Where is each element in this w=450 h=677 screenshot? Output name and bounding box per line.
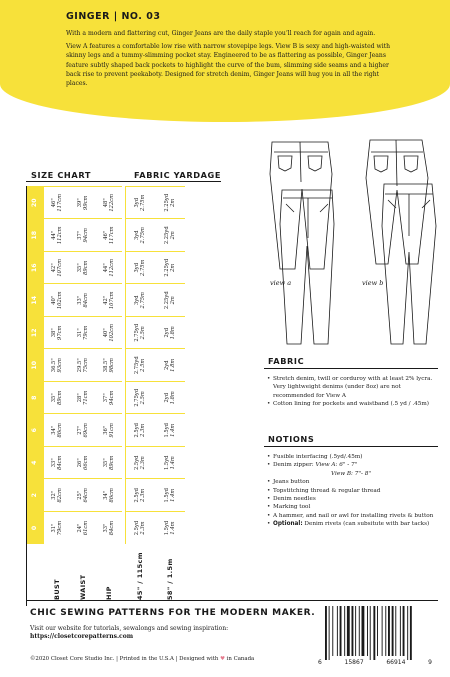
size-chart — [26, 186, 221, 606]
size-cell — [155, 414, 185, 447]
size-header-corner — [26, 544, 44, 606]
cell-imperial: 2.5yd — [134, 455, 141, 471]
size-cell — [44, 219, 70, 252]
barcode-bar — [373, 606, 375, 660]
cell-imperial: 44" — [103, 263, 109, 273]
cell-metric: 2.75m — [140, 194, 147, 211]
cell-imperial: 2.5yd — [134, 488, 141, 503]
size-cell — [125, 447, 155, 480]
fabric-list — [267, 375, 437, 409]
size-cell — [155, 512, 185, 545]
notions-rule — [264, 446, 438, 447]
barcode-number — [318, 659, 432, 666]
cell-imperial: 2yd — [164, 360, 170, 371]
barcode-bar — [410, 606, 412, 660]
footer-visit — [30, 625, 228, 641]
size-header: 12 — [26, 317, 44, 350]
cell-imperial: 40" — [103, 328, 109, 338]
barcode-bar — [400, 606, 401, 656]
size-cell — [155, 349, 185, 382]
cell-imperial: 1.5yd — [164, 423, 170, 438]
cell-imperial: 42" — [103, 295, 109, 305]
barcode-digit-group: 6 — [318, 659, 322, 666]
size-cell — [155, 187, 185, 220]
size-cell — [96, 414, 122, 447]
size-header: 18 — [26, 219, 44, 252]
cell-imperial: 33" — [77, 295, 83, 305]
cell-metric: 2m — [170, 296, 176, 305]
cell-metric: 102cm — [57, 291, 63, 310]
cell-imperial: 35" — [51, 393, 57, 403]
cell-imperial: 2.25yd — [164, 193, 170, 212]
barcode-bar — [325, 606, 327, 660]
cell-imperial: 31" — [51, 523, 57, 533]
cell-imperial: 35" — [77, 263, 83, 273]
size-cell — [44, 512, 70, 545]
size-cell — [44, 317, 70, 350]
cell-metric: 2.5m — [140, 326, 147, 340]
cell-metric: 2.75m — [140, 259, 147, 276]
cell-imperial: 25" — [77, 490, 83, 500]
size-cell — [44, 414, 70, 447]
size-cell — [125, 512, 155, 545]
cell-metric: 1.8m — [170, 358, 176, 372]
size-cell — [70, 187, 96, 220]
fabric-item: • Cotton lining for pockets and waistband (.5 yd / .45m) — [267, 400, 437, 408]
cell-metric: 117cm — [57, 193, 63, 212]
size-cell — [70, 219, 96, 252]
cell-imperial: 2.25yd — [164, 258, 170, 277]
barcode-bar — [382, 606, 383, 656]
barcode-bar — [367, 606, 368, 656]
barcode-bar — [377, 606, 378, 656]
footer-copyright-line — [30, 656, 254, 662]
view-b-label: view b — [362, 279, 384, 287]
barcode-digit-group: 66914 — [386, 659, 406, 666]
fabric-yardage-title: FABRIC YARDAGE — [134, 170, 222, 180]
cell-imperial: 2.75yd — [134, 388, 141, 407]
cell-imperial: 36" — [103, 425, 109, 435]
barcode-bar — [407, 606, 408, 660]
barcode-bar — [347, 606, 350, 656]
cell-imperial: 26" — [77, 458, 83, 468]
size-cell — [96, 252, 122, 285]
cell-metric: 94cm — [109, 390, 115, 405]
cell-imperial: 2yd — [164, 392, 170, 403]
cell-metric: 66cm — [83, 455, 89, 470]
barcode-bar — [352, 606, 354, 656]
cell-imperial: 2.25yd — [164, 226, 170, 245]
copyright-text: ©2020 Closet Core Studio Inc. | Printed in the U.S.A | Designed with — [30, 656, 219, 662]
size-cell — [44, 284, 70, 317]
measurement-row — [96, 187, 122, 607]
size-cell — [125, 284, 155, 317]
canada-text: in Canada — [226, 656, 255, 662]
cell-metric: 91cm — [109, 423, 115, 438]
size-cell — [96, 447, 122, 480]
barcode-bar — [344, 606, 345, 656]
cell-metric: 64cm — [83, 488, 89, 503]
size-cell — [70, 447, 96, 480]
cell-imperial: 1.5yd — [164, 455, 170, 471]
cell-metric: 2m — [170, 198, 176, 207]
view-a-label: view a — [270, 279, 292, 287]
size-cell — [70, 382, 96, 415]
cell-imperial: 2.25yd — [164, 291, 170, 310]
cell-metric: 75cm — [83, 358, 89, 373]
cell-imperial: 36.5" — [51, 358, 57, 373]
barcode-bar — [392, 606, 394, 656]
cell-metric: 84cm — [57, 455, 63, 470]
fabric-item: • Stretch denim, twill or corduroy with at least 2% lycra. Very lightweight denims (under 8oz) are not recommended for View A — [267, 375, 437, 400]
cell-imperial: 33" — [51, 458, 57, 468]
barcode-bar — [337, 606, 338, 656]
size-cell — [70, 349, 96, 382]
size-header: 0 — [26, 512, 44, 545]
size-cell — [125, 479, 155, 512]
fabric-title: FABRIC — [268, 356, 305, 366]
barcode-bar — [403, 606, 405, 656]
cell-metric: 89cm — [83, 260, 89, 275]
cell-imperial: 37" — [103, 393, 109, 403]
cell-imperial: 48" — [103, 198, 109, 208]
size-cell — [70, 284, 96, 317]
size-cell — [125, 382, 155, 415]
cell-metric: 107cm — [109, 291, 115, 310]
cell-metric: 97cm — [57, 325, 63, 340]
barcode — [323, 604, 425, 662]
size-cell — [96, 479, 122, 512]
cell-metric: 79cm — [57, 520, 63, 536]
size-cell — [70, 252, 96, 285]
cell-imperial: 39" — [77, 198, 83, 208]
cell-metric: 2.3m — [140, 423, 147, 437]
size-cell — [125, 414, 155, 447]
size-cell — [155, 447, 185, 480]
size-cell — [70, 479, 96, 512]
cell-imperial: 42" — [51, 263, 57, 273]
website-link[interactable]: https://closetcorepatterns.com — [30, 633, 134, 640]
size-cell — [125, 252, 155, 285]
size-chart-table — [26, 186, 221, 606]
footer-visit-text: Visit our website for tutorials, sewalongs and sewing inspiration: — [30, 625, 229, 632]
cell-metric: 122cm — [109, 193, 115, 212]
size-cell — [96, 187, 122, 220]
row-label: 58" / 1.5m — [166, 558, 174, 600]
view-a-back-outline — [270, 142, 332, 269]
barcode-bar — [395, 606, 396, 656]
barcode-bar — [332, 606, 333, 656]
size-cell — [70, 317, 96, 350]
cell-metric: 71cm — [83, 390, 89, 405]
cell-metric: 112cm — [57, 226, 63, 245]
cell-imperial: 38.5" — [103, 358, 109, 373]
size-header: 6 — [26, 414, 44, 447]
fabric-rule — [264, 368, 438, 369]
cell-imperial: 2yd — [164, 327, 170, 338]
optional-label: Optional: — [273, 521, 303, 528]
cell-imperial: 35" — [103, 458, 109, 468]
pattern-description — [66, 29, 396, 88]
size-cell — [44, 447, 70, 480]
cell-metric: 1.4m — [170, 488, 176, 502]
measurement-row — [70, 187, 96, 607]
cell-metric: 107cm — [57, 258, 63, 277]
size-cell — [70, 414, 96, 447]
cell-imperial: 2.75yd — [134, 356, 141, 375]
cell-imperial: 31" — [77, 328, 83, 338]
footer-tagline: CHIC SEWING PATTERNS FOR THE MODERN MAKER. — [30, 608, 316, 618]
cell-metric: 82cm — [57, 488, 63, 503]
cell-metric: 94cm — [83, 228, 89, 243]
size-cell — [96, 512, 122, 545]
size-header: 20 — [26, 187, 44, 220]
cell-imperial: 32" — [51, 490, 57, 500]
cell-imperial: 34" — [51, 425, 57, 435]
notions-list — [267, 453, 437, 529]
row-label: BUST — [53, 579, 61, 600]
cell-imperial: 40" — [51, 295, 57, 305]
view-b-back-outline — [366, 140, 428, 264]
yardage-row — [125, 187, 155, 607]
size-cell — [155, 479, 185, 512]
barcode-bar — [362, 606, 365, 656]
cell-metric: 84cm — [83, 293, 89, 308]
jeans-drawing-svg — [262, 134, 442, 356]
cell-imperial: 38" — [51, 328, 57, 338]
cell-imperial: 29.5" — [77, 358, 83, 373]
cell-metric: 1.4m — [170, 521, 176, 535]
notion-item: • Fusible interfacing (.5yd/.45m) — [267, 453, 437, 461]
cell-imperial: 37" — [77, 230, 83, 240]
cell-imperial: 1.5yd — [164, 488, 170, 503]
size-header: 8 — [26, 382, 44, 415]
cell-metric: 117cm — [109, 226, 115, 245]
size-cell — [44, 479, 70, 512]
zipper-view-b: View B: 7"- 8" — [331, 470, 371, 477]
size-cell — [155, 219, 185, 252]
cell-imperial: 33" — [103, 523, 109, 533]
size-header: 16 — [26, 252, 44, 285]
size-cell — [96, 349, 122, 382]
footer-rule — [26, 600, 438, 601]
size-cell — [96, 284, 122, 317]
size-cell — [96, 382, 122, 415]
description-paragraph: View A features a comfortable low rise with narrow stovepipe legs. View B is sexy and high-waisted with skinny legs and a tummy-slimming pocket stay. Engineered to be as flattering as possible, Ginger Jeans feature subtly shaped back pockets to highlight the curve of the bum, slimming side seams and a higher back rise to prevent peekaboty. Designed for stretch denim, Ginger Jeans will hug you in all the right places. — [66, 43, 391, 88]
notion-item: • Marking tool — [267, 503, 437, 511]
cell-imperial: 2.5yd — [134, 423, 141, 438]
size-chart-rule — [26, 181, 221, 182]
cell-metric: 79cm — [83, 325, 89, 340]
notion-item — [267, 461, 437, 478]
cell-imperial: 46" — [103, 230, 109, 240]
cell-imperial: 44" — [51, 230, 57, 240]
cell-metric: 1.4m — [170, 456, 176, 470]
heart-icon: ♥ — [220, 656, 225, 662]
cell-imperial: 3yd — [134, 197, 141, 208]
cell-imperial: 34" — [103, 490, 109, 500]
cell-imperial: 2.75yd — [134, 323, 141, 342]
barcode-bar — [388, 606, 390, 656]
cell-imperial: 1.5yd — [164, 520, 170, 536]
barcode-bar — [385, 606, 386, 656]
notion-item: • Denim needles — [267, 495, 437, 503]
notion-item: • A hammer, and nail or awl for installing rivets & button — [267, 512, 437, 520]
cell-metric: 99cm — [83, 195, 89, 210]
cell-imperial: 24" — [77, 523, 83, 533]
cell-imperial: 3yd — [134, 230, 141, 241]
header-banner — [0, 0, 450, 122]
size-cell — [96, 317, 122, 350]
barcode-digit-group: 9 — [428, 659, 432, 666]
cell-metric: 69cm — [83, 423, 89, 438]
size-cell — [96, 219, 122, 252]
cell-metric: 1.4m — [170, 423, 176, 437]
size-header: 4 — [26, 447, 44, 480]
cell-metric: 112cm — [109, 258, 115, 277]
cell-imperial: 2.5yd — [134, 520, 141, 536]
size-chart-title: SIZE CHART — [31, 170, 92, 180]
barcode-digit-group: 15867 — [344, 659, 364, 666]
cell-imperial: 46" — [51, 198, 57, 208]
cell-metric: 2.3m — [140, 488, 147, 502]
size-cell — [125, 349, 155, 382]
cell-metric: 86cm — [109, 488, 115, 503]
view-a-front-outline — [280, 190, 334, 344]
pattern-title: GINGER | NO. 03 — [66, 11, 161, 22]
chart-left-rule — [26, 186, 27, 606]
measurement-row — [44, 187, 70, 607]
row-label: 45" / 115cm — [136, 552, 144, 600]
cell-metric: 2.3m — [140, 521, 147, 535]
notion-item: • Topstitching thread & regular thread — [267, 487, 437, 495]
size-header: 10 — [26, 349, 44, 382]
size-cell — [44, 349, 70, 382]
cell-metric: 1.8m — [170, 326, 176, 340]
zipper-view-a: View A: 6" - 7" — [315, 462, 358, 469]
cell-metric: 93cm — [57, 358, 63, 373]
cell-metric: 102cm — [109, 323, 115, 342]
size-cell — [155, 382, 185, 415]
cell-imperial: 28" — [77, 393, 83, 403]
cell-imperial: 27" — [77, 425, 83, 435]
row-label: HIP — [105, 586, 113, 600]
cell-metric: 1.8m — [170, 391, 176, 405]
cell-metric: 89cm — [57, 390, 63, 405]
cell-metric: 98cm — [109, 358, 115, 373]
notion-item — [267, 520, 437, 528]
notions-title: NOTIONS — [268, 434, 315, 444]
size-cell — [125, 317, 155, 350]
cell-metric: 2.3m — [140, 456, 147, 470]
zipper-label: Denim zipper: — [273, 462, 314, 469]
barcode-bar — [340, 606, 342, 656]
cell-metric: 84cm — [109, 520, 115, 536]
intro-paragraph: With a modern and flattering cut, Ginger Jeans are the daily staple you’ll reach for again and again. — [66, 30, 376, 37]
cell-metric: 61cm — [83, 520, 89, 536]
yardage-row — [155, 187, 185, 607]
jeans-technical-drawings — [262, 134, 442, 356]
notion-item: • Jeans button — [267, 478, 437, 486]
size-cell — [155, 252, 185, 285]
size-cell — [125, 219, 155, 252]
cell-metric: 2.75m — [140, 292, 147, 309]
size-cell — [44, 252, 70, 285]
barcode-bar — [370, 606, 371, 660]
size-cell — [44, 382, 70, 415]
cell-metric: 86cm — [57, 423, 63, 438]
cell-metric: 2.75m — [140, 227, 147, 244]
cell-metric: 2m — [170, 231, 176, 240]
cell-metric: 2.5m — [140, 391, 147, 405]
size-cell — [70, 512, 96, 545]
cell-imperial: 3yd — [134, 262, 141, 273]
size-header: 2 — [26, 479, 44, 512]
size-cell — [44, 187, 70, 220]
barcode-bar — [355, 606, 356, 656]
size-cell — [125, 187, 155, 220]
optional-text: Denim rivets (can subsitute with bar tacks) — [304, 521, 430, 528]
barcode-bar — [329, 606, 330, 660]
cell-imperial: 3yd — [134, 295, 141, 306]
row-label: WAIST — [79, 574, 87, 600]
size-cell — [155, 317, 185, 350]
size-header: 14 — [26, 284, 44, 317]
cell-metric: 2m — [170, 263, 176, 272]
barcode-bar — [359, 606, 360, 656]
cell-metric: 89cm — [109, 455, 115, 470]
cell-metric: 2.5m — [140, 358, 147, 372]
size-cell — [155, 284, 185, 317]
